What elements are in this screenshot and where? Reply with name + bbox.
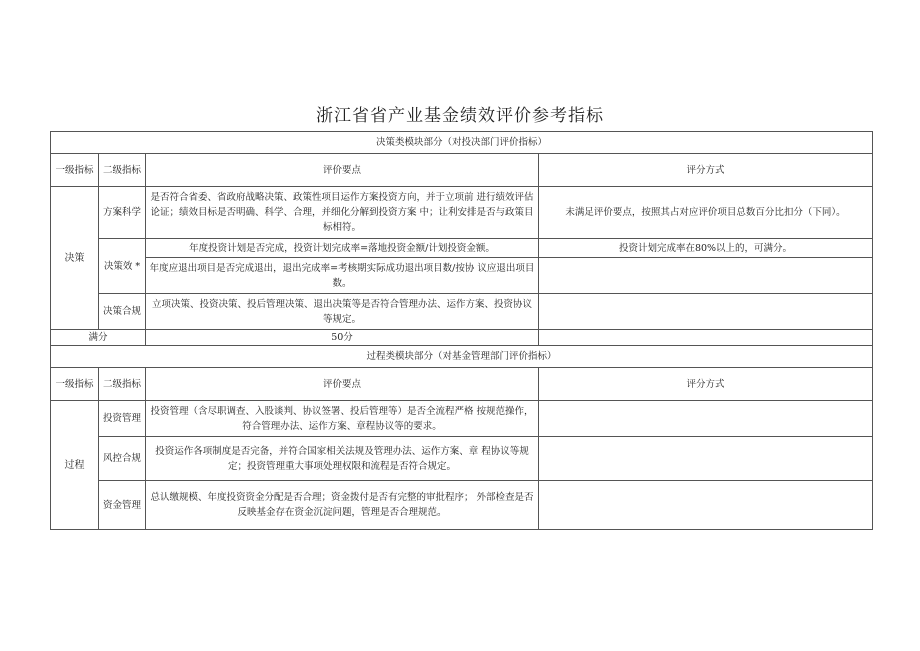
method-cell: [539, 258, 873, 294]
level2-cell: 决策合规: [99, 294, 146, 330]
header-points: 评价要点: [146, 368, 539, 401]
points-cell: 总认缴规模、年度投资资金分配是否合理；资金拨付是否有完整的审批程序； 外部检查是否反映基金存在资金沉淀问题，管理是否合理规范。: [146, 481, 539, 530]
header-method: 评分方式: [539, 368, 873, 401]
header-points: 评价要点: [146, 154, 539, 187]
table-row: [51, 239, 873, 258]
full-score-value: 50分: [146, 330, 539, 346]
header-method: 评分方式: [539, 154, 873, 187]
method-cell: [539, 437, 873, 481]
points-cell: 年度应退出项目是否完成退出，退出完成率=考核期实际成功退出项目数/按协 议应退出项目数。: [146, 258, 539, 294]
method-cell: 未满足评价要点，按照其占对应评价项目总数百分比扣分（下同）。: [539, 187, 873, 239]
full-score-label: 满分: [51, 330, 146, 346]
level1-decision: 决策: [51, 187, 99, 330]
method-cell: [539, 481, 873, 530]
full-score-method: [539, 330, 873, 346]
section-title-process: 过程类模块部分（对基金管理部门评价指标）: [51, 346, 873, 368]
method-cell: [539, 401, 873, 437]
points-cell: 年度投资计划是否完成，投资计划完成率=落地投资金额/计划投资金额。: [146, 239, 539, 258]
page-title: 浙江省省产业基金绩效评价参考指标: [316, 106, 604, 126]
section-title-decision: 决策类模块部分（对投决部门评价指标）: [51, 132, 873, 154]
method-cell: [539, 294, 873, 330]
table-row: [51, 258, 873, 294]
level2-cell: 投资管理: [99, 401, 146, 437]
section-row-decision: [51, 132, 873, 154]
header-level2: 二级指标: [99, 154, 146, 187]
points-cell: 立项决策、投资决策、投后管理决策、退出决策等是否符合管理办法、运作方案、投资协议等规定。: [146, 294, 539, 330]
section-row-process: [51, 346, 873, 368]
points-cell: 投资管理（含尽职调查、入股谈判、协议签署、投后管理等）是否全流程严格 按规范操作，符合管理办法、运作方案、章程协议等的要求。: [146, 401, 539, 437]
level2-cell: 风控合规: [99, 437, 146, 481]
table-row: [51, 187, 873, 239]
level2-cell: 资金管理: [99, 481, 146, 530]
full-score-row: [51, 330, 873, 346]
points-cell: 投资运作各项制度是否完备，并符合国家相关法规及管理办法、运作方案、章 程协议等规定；投资管理重大事项处理权限和流程是否符合规定。: [146, 437, 539, 481]
method-cell: 投资计划完成率在80%以上的，可满分。: [539, 239, 873, 258]
header-level2: 二级指标: [99, 368, 146, 401]
header-level1: 一级指标: [51, 154, 99, 187]
table-row: [51, 437, 873, 481]
level1-process: 过程: [51, 401, 99, 530]
header-row: [51, 368, 873, 401]
points-cell: 是否符合省委、省政府战略决策、政策性项目运作方案投资方向，并于立项前 进行绩效评估论证；绩效目标是否明确、科学、合理，并细化分解到投资方案 中；让利安排是否与政策目标相符。: [146, 187, 539, 239]
level2-cell: 决策效 *: [99, 239, 146, 294]
header-row: [51, 154, 873, 187]
level2-cell: 方案科学: [99, 187, 146, 239]
table-row: [51, 481, 873, 530]
table-row: [51, 401, 873, 437]
header-level1: 一级指标: [51, 368, 99, 401]
indicator-table: [50, 131, 873, 530]
table-row: [51, 294, 873, 330]
